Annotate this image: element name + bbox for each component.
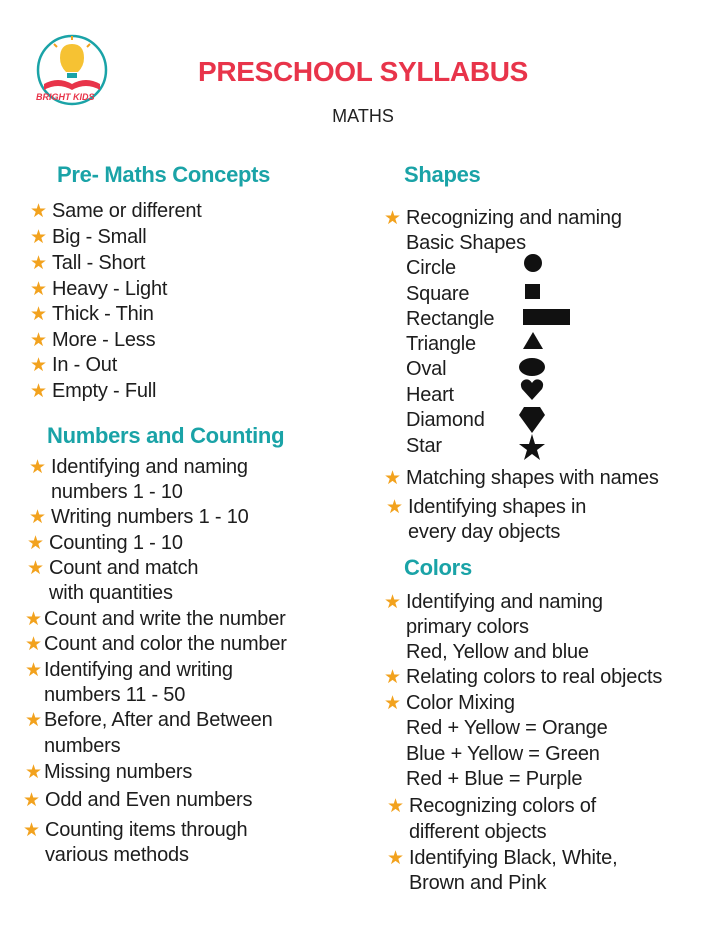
star-icon: ★ [23, 820, 40, 841]
list-item-continuation: numbers [44, 735, 121, 757]
star-icon: ★ [384, 592, 401, 613]
list-item: ★ Identifying and writing [44, 658, 233, 684]
list-item: ★ Identifying Black, White, [409, 846, 617, 872]
list-item: ★ Empty - Full [52, 379, 156, 405]
shape-name-oval: Oval [406, 358, 447, 380]
list-item: ★ More - Less [52, 328, 155, 354]
list-item: ★ Recognizing and naming [406, 206, 622, 232]
list-item: ★ Thick - Thin [52, 302, 154, 328]
list-item: ★ Identifying and naming [406, 590, 603, 616]
heart-icon [521, 379, 543, 400]
list-item: ★ Counting 1 - 10 [49, 531, 183, 557]
star-icon: ★ [387, 796, 404, 817]
star-icon: ★ [29, 507, 46, 528]
shape-name-star: Star [406, 435, 442, 457]
star-icon: ★ [384, 468, 401, 489]
star-icon [519, 434, 545, 460]
list-item-continuation: different objects [409, 821, 547, 843]
list-item: ★ Recognizing colors of [409, 794, 596, 820]
shape-name-square: Square [406, 283, 470, 305]
square-icon [525, 284, 540, 299]
list-item-continuation: every day objects [408, 521, 561, 543]
star-icon: ★ [27, 533, 44, 554]
star-icon: ★ [30, 304, 47, 325]
heading-colors: Colors [404, 555, 472, 580]
list-item: ★ Heavy - Light [52, 277, 167, 303]
list-item-continuation: various methods [45, 844, 189, 866]
star-icon: ★ [25, 634, 42, 655]
list-item: ★ Same or different [52, 199, 202, 225]
list-item: ★ Before, After and Between [44, 708, 273, 734]
list-item: ★ Color Mixing [406, 691, 515, 717]
star-icon: ★ [30, 253, 47, 274]
list-item: ★ Odd and Even numbers [45, 788, 252, 814]
shape-name-rectangle: Rectangle [406, 308, 495, 330]
list-item: ★ Count and write the number [44, 607, 286, 633]
star-icon: ★ [30, 355, 47, 376]
star-icon: ★ [30, 201, 47, 222]
list-item: ★ Tall - Short [52, 251, 145, 277]
list-item-continuation: Blue + Yellow = Green [406, 743, 600, 765]
star-icon: ★ [384, 667, 401, 688]
list-item: ★ Identifying shapes in [408, 495, 586, 521]
list-item-continuation: Red, Yellow and blue [406, 641, 589, 663]
list-item-continuation: primary colors [406, 616, 529, 638]
list-item: ★ Matching shapes with names [406, 466, 659, 492]
list-item-continuation: numbers 1 - 10 [51, 481, 183, 503]
page-subtitle: MATHS [332, 106, 394, 126]
page-title: PRESCHOOL SYLLABUS [197, 56, 529, 87]
list-item-continuation: Red + Yellow = Orange [406, 717, 608, 739]
star-icon: ★ [30, 227, 47, 248]
star-icon: ★ [23, 790, 40, 811]
star-icon: ★ [25, 762, 42, 783]
star-icon: ★ [25, 710, 42, 731]
star-icon: ★ [384, 208, 401, 229]
shape-name-diamond: Diamond [406, 409, 485, 431]
star-icon: ★ [384, 693, 401, 714]
star-icon: ★ [25, 660, 42, 681]
heading-pre-maths: Pre- Maths Concepts [57, 162, 271, 187]
triangle-icon [523, 332, 543, 349]
star-icon: ★ [27, 558, 44, 579]
star-icon: ★ [386, 497, 403, 518]
shape-name-heart: Heart [406, 384, 454, 406]
logo-text: BRIGHT KIDS [36, 92, 95, 102]
shape-name-triangle: Triangle [406, 333, 476, 355]
list-item: ★ Identifying and naming [51, 455, 248, 481]
shape-glyphs [518, 252, 574, 466]
star-icon: ★ [30, 330, 47, 351]
heading-numbers-counting: Numbers and Counting [47, 423, 285, 448]
star-icon: ★ [30, 279, 47, 300]
list-item: ★ Writing numbers 1 - 10 [51, 505, 249, 531]
star-icon: ★ [29, 457, 46, 478]
star-icon: ★ [25, 609, 42, 630]
circle-icon [524, 254, 542, 272]
list-item: ★ Count and match [49, 556, 198, 582]
list-item-continuation: Basic Shapes [406, 232, 526, 254]
star-icon: ★ [30, 381, 47, 402]
list-item-continuation: Red + Blue = Purple [406, 768, 583, 790]
list-item: ★ Relating colors to real objects [406, 665, 662, 691]
list-item-continuation: with quantities [49, 582, 173, 604]
list-item-continuation: numbers 11 - 50 [44, 684, 186, 706]
diamond-icon [519, 407, 545, 433]
heading-shapes: Shapes [404, 162, 481, 187]
list-item: ★ Counting items through [45, 818, 247, 844]
oval-icon [519, 358, 545, 376]
rectangle-icon [523, 309, 570, 325]
star-icon: ★ [387, 848, 404, 869]
list-item-continuation: Brown and Pink [409, 872, 547, 894]
list-item: ★ Big - Small [52, 225, 147, 251]
shape-name-circle: Circle [406, 257, 456, 279]
list-item: ★ In - Out [52, 353, 117, 379]
list-item: ★ Missing numbers [44, 760, 192, 786]
list-item: ★ Count and color the number [44, 632, 287, 658]
